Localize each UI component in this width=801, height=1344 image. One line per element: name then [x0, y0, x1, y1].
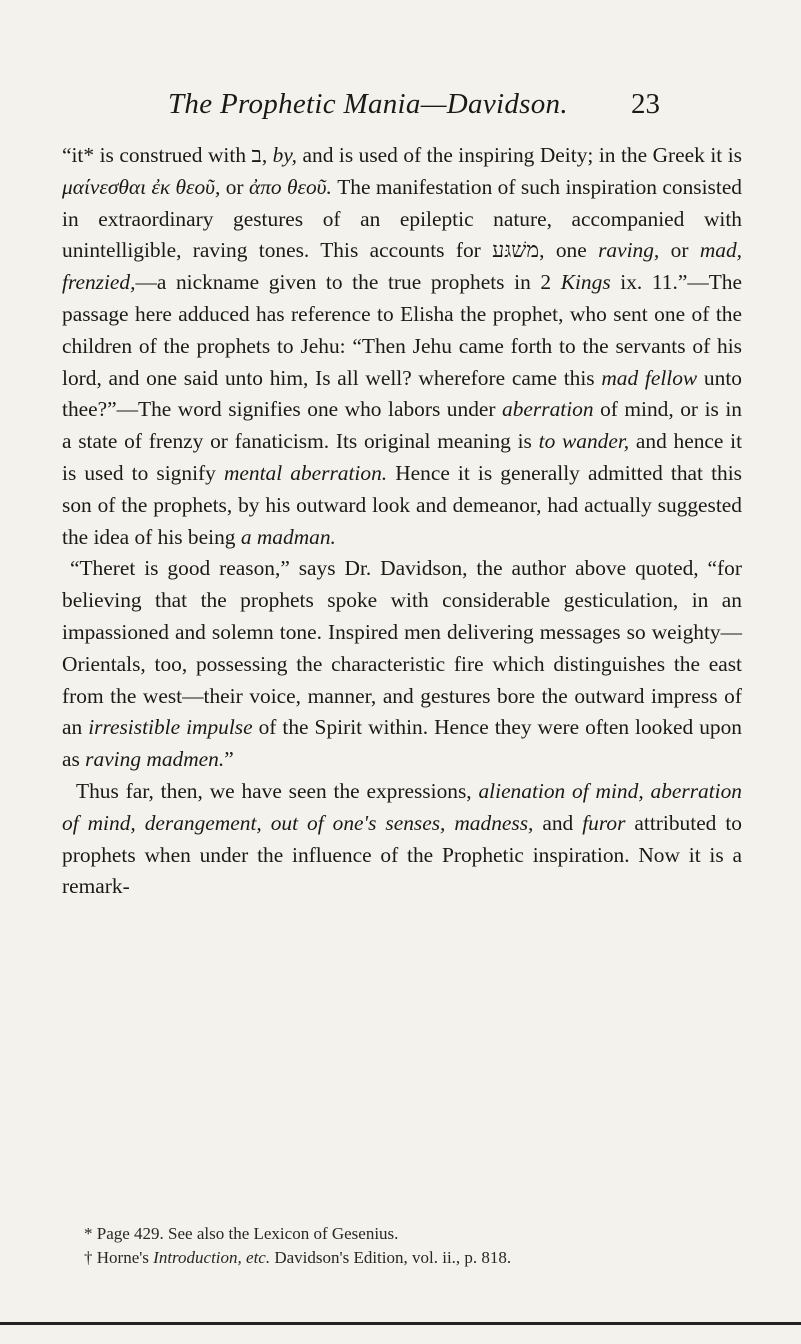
italic-text: mad, frenzied,	[62, 238, 742, 295]
page-number: 23	[631, 88, 660, 120]
italic-text: furor	[582, 810, 626, 835]
text-run: of the Spirit within. Hence they were often looked upon as	[62, 715, 742, 772]
italic-text: Introduction, etc.	[153, 1248, 271, 1267]
text-run: unto thee?”—The word signifies one who labors under	[62, 365, 742, 422]
text-run: Thus far, then, we have seen the expressions,	[76, 778, 479, 803]
italic-text: μαίνεσθαι ἐκ θεοῦ,	[62, 174, 221, 199]
italic-text: raving madmen.	[85, 747, 225, 772]
text-run: † Horne's	[84, 1248, 154, 1267]
text-run: “it* is construed with ב,	[62, 143, 273, 167]
text-run: ix. 11.”—The passage here adduced has reference to Elisha the prophet, who sent one of the children of the prophets to Jehu: “Then Jehu came forth to the servants of his lord, and one said unto him, Is all well? wherefore came this	[62, 270, 742, 390]
text-run: Davidson's Edition, vol. ii., p. 818.	[270, 1248, 512, 1267]
text-run: * Page 429. See also the Lexicon of Gesenius.	[84, 1224, 399, 1243]
footnote	[62, 1222, 742, 1246]
bottom-rule	[0, 1322, 801, 1325]
italic-text: ἀπο θεοῦ.	[248, 174, 332, 199]
italic-text: mad fellow	[601, 365, 698, 390]
footnote	[62, 1246, 742, 1270]
text-run: and is used of the inspiring Deity; in the Greek it is	[297, 143, 742, 167]
paragraph	[62, 140, 742, 553]
italic-text: by,	[272, 143, 298, 167]
text-run: “Theret is good reason,” says Dr. Davidson, the author above quoted, “for believing that the prophets spoke with considerable gesticulation, in an impassioned and solemn tone. Inspired men delivering messages so weighty—Orientals, too, possessing the characteristic fire which distinguishes the east from the west—their voice, manner, and gestures bore the outward impress of an	[62, 556, 742, 740]
text-run: —a nickname given to the true prophets in 2	[135, 270, 561, 295]
italic-text: aberration	[502, 397, 594, 422]
paragraph	[62, 553, 742, 776]
text-run: Hence it is generally admitted that this son of the prophets, by his outward look and demeanor, had actually suggested the idea of his being	[62, 460, 742, 549]
italic-text: raving,	[598, 238, 660, 263]
italic-text: Kings	[560, 270, 611, 295]
italic-text: a madman.	[240, 524, 336, 549]
italic-text: to wander,	[538, 429, 630, 454]
text-run: of mind, or is in a state of frenzy or fanaticism. Its original meaning is	[62, 397, 742, 454]
body-text	[62, 140, 742, 903]
italic-text: alienation of mind, aberration of mind, derangement, out of one's senses, madness,	[62, 778, 743, 835]
running-title: The Prophetic Mania—Davidson.	[168, 88, 568, 120]
running-header	[0, 88, 801, 128]
text-run: The manifestation of such inspiration consisted in extraordinary gestures of an epileptic nature, accompanied with unintelligible, raving tones. This accounts for משׁגּע, one	[62, 174, 743, 263]
footnotes	[62, 1222, 742, 1270]
text-run: or	[659, 238, 700, 263]
text-run: and hence it is used to signify	[62, 429, 743, 485]
italic-text: mental aberration.	[223, 460, 388, 485]
text-run: and	[533, 810, 583, 835]
text-run: or	[220, 174, 249, 199]
italic-text: irresistible impulse	[88, 715, 253, 740]
paragraph	[62, 776, 742, 903]
text-run: ”	[224, 747, 234, 772]
text-run: attributed to prophets when under the influence of the Prophetic inspiration. Now it is a remark-	[62, 810, 742, 899]
